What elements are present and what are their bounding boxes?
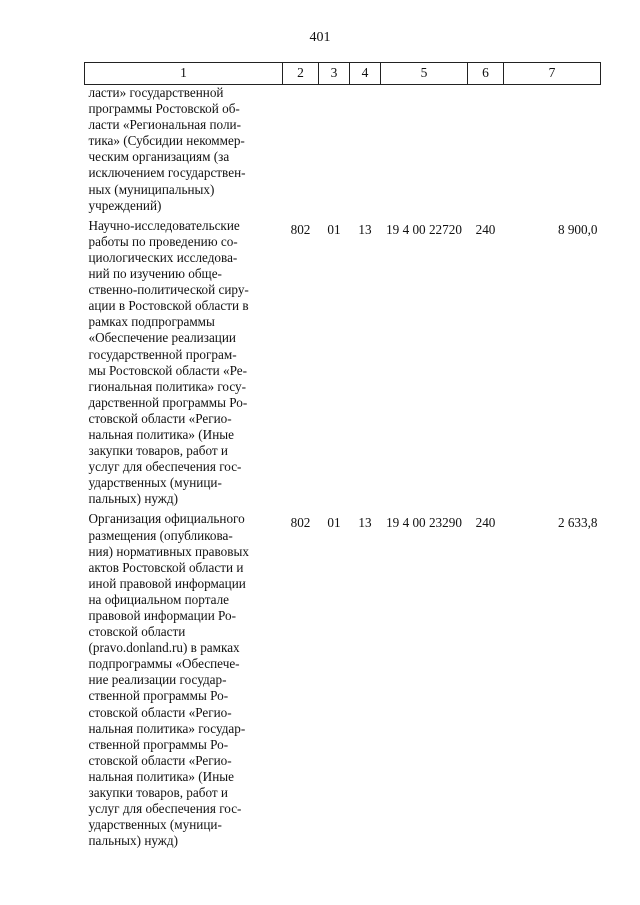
description-line: учреждений) xyxy=(88,197,162,213)
description-line: нальная политика» государ- xyxy=(88,720,246,736)
description-line: дарственной программы Ро- xyxy=(88,394,248,410)
description-line: услуг для обеспечения гос- xyxy=(88,459,242,475)
description-line: иной правовой информации xyxy=(88,575,246,591)
description-line: правовой информации Ро- xyxy=(88,608,237,623)
subsection-code-cell: 13 xyxy=(358,515,372,531)
budget-table xyxy=(84,62,601,849)
table-row xyxy=(85,85,601,214)
description-line: ния) нормативных правовых xyxy=(88,543,249,559)
description-line: ных (муниципальных) xyxy=(88,181,215,197)
target-article-cell: 19 4 00 23290 xyxy=(386,515,462,531)
description-line: актов Ростовской области и xyxy=(88,559,244,575)
description-line: ние реализации государ- xyxy=(88,672,227,688)
expense-type-cell: 240 xyxy=(475,515,496,531)
page-number: 401 xyxy=(309,30,331,45)
description-text xyxy=(89,218,279,508)
description-line: ласти» государственной xyxy=(88,85,224,100)
expense-type-cell xyxy=(468,85,504,214)
description-line: мы Ростовской области «Ре- xyxy=(88,362,248,378)
description-line: тика» (Субсидии некоммер- xyxy=(88,133,245,149)
description-line: пальных) нужд) xyxy=(88,833,179,849)
description-line: пальных) нужд) xyxy=(88,491,179,507)
description-line: стовской области xyxy=(88,624,186,640)
description-line: услуг для обеспечения гос- xyxy=(88,801,242,817)
description-line: (pravo.donland.ru) в рамках xyxy=(88,640,240,656)
ministry-code-cell: 802 xyxy=(290,221,311,237)
header-row xyxy=(85,63,601,85)
column-header-1: 1 xyxy=(85,63,283,85)
amount-cell: 2 633,8 xyxy=(557,515,598,531)
table-row xyxy=(85,507,601,849)
description-line: гиональная политика» госу- xyxy=(88,378,247,394)
target-article-cell: 19 4 00 22720 xyxy=(386,221,462,237)
column-header-4: 4 xyxy=(350,63,381,85)
description-line: ласти «Региональная поли- xyxy=(88,117,241,133)
column-header-2: 2 xyxy=(283,63,319,85)
description-line: нальная политика» (Иные xyxy=(88,426,234,442)
description-line: стовской области «Регио- xyxy=(88,704,232,720)
description-line: ственно-политической сиру- xyxy=(88,282,249,298)
description-line: подпрограммы «Обеспече- xyxy=(88,656,240,672)
description-line: стовской области «Регио- xyxy=(88,752,232,768)
description-line: стовской области «Регио- xyxy=(88,410,232,426)
description-line: программы Ростовской об- xyxy=(88,101,240,117)
description-cell xyxy=(85,214,283,508)
description-line: ственной программы Ро- xyxy=(88,688,229,704)
description-line: ственной программы Ро- xyxy=(88,736,229,752)
amount-cell: 8 900,0 xyxy=(557,221,598,237)
section-code-cell xyxy=(319,85,350,214)
description-line: нальная политика» (Иные xyxy=(88,768,234,784)
column-header-7: 7 xyxy=(504,63,601,85)
amount-cell xyxy=(504,85,601,214)
section-code-cell: 01 xyxy=(327,515,341,531)
description-line: на официальном портале xyxy=(88,591,230,607)
description-cell xyxy=(85,507,283,849)
description-line: ации в Ростовской области в xyxy=(88,298,249,314)
subsection-code-cell: 13 xyxy=(358,221,372,237)
description-line: Организация официального xyxy=(88,511,245,527)
description-text xyxy=(89,85,279,214)
expense-type-cell: 240 xyxy=(475,221,496,237)
description-line: Научно-исследовательские xyxy=(88,217,240,233)
description-text xyxy=(89,511,279,849)
description-line: размещения (опубликова- xyxy=(88,527,233,543)
description-line: исключением государствен- xyxy=(88,165,246,181)
column-header-6: 6 xyxy=(468,63,504,85)
description-line: государственной програм- xyxy=(88,346,237,362)
description-line: ческим организациям (за xyxy=(88,149,230,165)
description-line: рамках подпрограммы xyxy=(88,314,215,330)
column-header-5: 5 xyxy=(381,63,468,85)
ministry-code-cell xyxy=(283,85,319,214)
description-line: «Обеспечение реализации xyxy=(88,330,236,346)
column-header-3: 3 xyxy=(319,63,350,85)
target-article-cell xyxy=(381,85,468,214)
ministry-code-cell: 802 xyxy=(290,515,311,531)
description-line: работы по проведению со- xyxy=(88,233,238,249)
description-line: закупки товаров, работ и xyxy=(88,785,228,801)
description-line: ударственных (муници- xyxy=(88,475,222,491)
description-line: ний по изучению обще- xyxy=(88,266,222,282)
section-code-cell: 01 xyxy=(327,221,341,237)
description-line: циологических исследова- xyxy=(88,249,238,265)
table-row xyxy=(85,214,601,508)
description-line: ударственных (муници- xyxy=(88,817,222,833)
description-line: закупки товаров, работ и xyxy=(88,443,228,459)
subsection-code-cell xyxy=(350,85,381,214)
description-cell xyxy=(85,85,283,214)
